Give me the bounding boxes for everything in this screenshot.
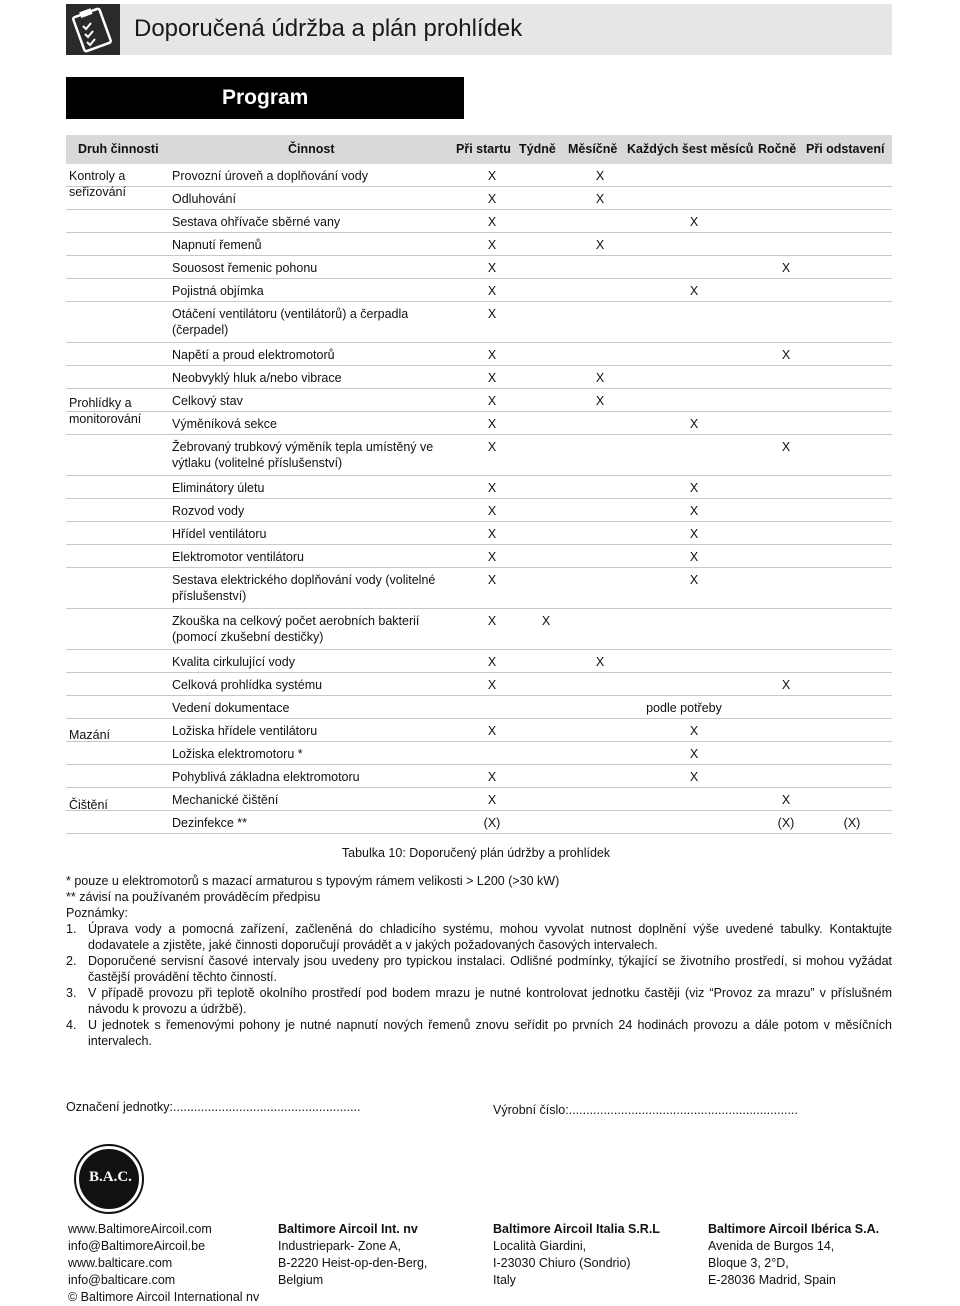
- table-header: [66, 135, 892, 164]
- schedule-mark: X: [689, 481, 699, 495]
- table-row: [66, 673, 892, 696]
- activity-cell: Elektromotor ventilátoru: [172, 550, 305, 564]
- bac-logo: B.A.C.: [76, 1146, 142, 1212]
- table-row: [66, 788, 892, 811]
- col-header-six-months: Každých šest měsíců: [627, 142, 754, 156]
- schedule-mark: X: [487, 417, 497, 431]
- table-row: [66, 696, 892, 719]
- copyright: © Baltimore Aircoil International nv: [68, 1290, 260, 1304]
- page-header: [66, 4, 892, 55]
- schedule-mark: X: [487, 284, 497, 298]
- activity-cell: Provozní úroveň a doplňování vody: [172, 169, 368, 183]
- activity-cell: Mechanické čištění: [172, 793, 279, 807]
- table-caption: Tabulka 10: Doporučený plán údržby a prohlídek: [341, 846, 611, 860]
- footnote: ** závisí na používaném prováděcím předpisu: [66, 890, 321, 904]
- schedule-mark: X: [689, 573, 699, 587]
- schedule-mark: X: [487, 440, 497, 454]
- schedule-mark: X: [689, 747, 699, 761]
- schedule-mark: X: [689, 215, 699, 229]
- table-row: [66, 522, 892, 545]
- program-title: Program: [222, 86, 309, 109]
- footer-address-spain: Baltimore Aircoil Ibérica S.A. Avenida de Burgos 14, Bloque 3, 2°D, E-28036 Madrid, Spain: [708, 1222, 880, 1287]
- table-row: [66, 279, 892, 302]
- activity-cell: Napětí a proud elektromotorů: [172, 348, 335, 362]
- schedule-mark: X: [487, 481, 497, 495]
- table-row: [66, 568, 892, 609]
- activity-cell: Eliminátory úletu: [172, 481, 265, 495]
- schedule-mark: X: [487, 793, 497, 807]
- table-row: [66, 435, 892, 476]
- note-item: 3. V případě provozu při teplotě okolního prostředí pod bodem mrazu je nutné kontrolovat jednotku častěji (viz “Provoz za mrazu” v příslušném návodu k provozu a údržbě).: [66, 986, 892, 1016]
- schedule-mark: X: [781, 793, 791, 807]
- note-item: 2. Doporučené servisní časové intervaly jsou uvedeny pro typickou instalaci. Odlišné podmínky, týkající se životního prostředí, si mohou vyžádat častější provádění těchto činností.: [66, 954, 892, 984]
- category-lubrication: Mazání: [69, 728, 110, 742]
- schedule-mark: X: [781, 261, 791, 275]
- schedule-mark: X: [487, 614, 497, 628]
- activity-cell: Ložiska hřídele ventilátoru: [172, 724, 318, 738]
- table-row: [66, 302, 892, 343]
- footer-link[interactable]: info@balticare.com: [68, 1273, 176, 1287]
- col-header-weekly: Týdně: [519, 142, 556, 156]
- activity-cell: Výměníková sekce: [172, 417, 277, 431]
- program-banner: [66, 77, 464, 119]
- schedule-mark: (X): [777, 816, 795, 830]
- activity-cell: Kvalita cirkulující vody: [172, 655, 295, 669]
- notes-section: [66, 873, 892, 1049]
- schedule-mark: X: [595, 238, 605, 252]
- col-header-start: Při startu: [456, 142, 511, 156]
- schedule-mark: X: [689, 770, 699, 784]
- schedule-mark: X: [487, 238, 497, 252]
- table-row: [66, 233, 892, 256]
- page-title: Doporučená údržba a plán prohlídek: [134, 15, 523, 42]
- activity-cell: Hřídel ventilátoru: [172, 527, 267, 541]
- footer-link[interactable]: info@BaltimoreAircoil.be: [68, 1239, 206, 1253]
- activity-cell: Celkový stav: [172, 394, 243, 408]
- notes-title: Poznámky:: [66, 906, 128, 920]
- schedule-mark: (X): [483, 816, 501, 830]
- serial-number-field[interactable]: Výrobní číslo:..................................................................: [493, 1103, 798, 1117]
- table-row: [66, 366, 892, 389]
- footer-address-belgium: Baltimore Aircoil Int. nv Industriepark- Zone A, B-2220 Heist-op-den-Berg, Belgium: [278, 1222, 428, 1287]
- table-row: [66, 650, 892, 673]
- activity-cell: Sestava ohřívače sběrné vany: [172, 215, 341, 229]
- activity-cell: Vedení dokumentace: [172, 701, 290, 715]
- schedule-mark: X: [487, 394, 497, 408]
- activity-cell: Rozvod vody: [172, 504, 245, 518]
- col-header-yearly: Ročně: [758, 142, 797, 156]
- activity-cell: Ložiska elektromotoru *: [172, 747, 303, 761]
- table-body: [66, 164, 892, 834]
- activity-cell: Pohyblivá základna elektromotoru: [172, 770, 360, 784]
- footer-link[interactable]: www.BaltimoreAircoil.com: [68, 1222, 212, 1236]
- schedule-mark: X: [595, 655, 605, 669]
- schedule-mark: X: [487, 348, 497, 362]
- schedule-mark: X: [689, 550, 699, 564]
- schedule-note: podle potřeby: [646, 701, 722, 715]
- schedule-mark: X: [595, 192, 605, 206]
- schedule-mark: X: [487, 169, 497, 183]
- category-checks: Kontroly a seřizování: [69, 169, 126, 199]
- schedule-mark: X: [487, 678, 497, 692]
- footer-link[interactable]: www.balticare.com: [68, 1256, 173, 1270]
- activity-cell: Pojistná objímka: [172, 284, 264, 298]
- table-row: [66, 476, 892, 499]
- table-row: [66, 765, 892, 788]
- activity-cell: Souosost řemenic pohonu: [172, 261, 318, 275]
- schedule-mark: X: [487, 261, 497, 275]
- col-header-shutdown: Při odstavení: [806, 142, 885, 156]
- schedule-mark: X: [689, 724, 699, 738]
- footer-contacts: [68, 1221, 259, 1306]
- col-header-activity: Činnost: [288, 142, 335, 156]
- schedule-mark: X: [781, 678, 791, 692]
- schedule-mark: X: [595, 394, 605, 408]
- schedule-mark: X: [487, 307, 497, 321]
- table-row: [66, 499, 892, 522]
- schedule-mark: X: [487, 573, 497, 587]
- table-row: [66, 343, 892, 366]
- table-row: [66, 412, 892, 435]
- table-row: [66, 609, 892, 650]
- activity-cell: Zkouška na celkový počet aerobních bakterií (pomocí zkušební destičky): [172, 614, 420, 644]
- schedule-mark: X: [689, 504, 699, 518]
- schedule-mark: X: [541, 614, 551, 628]
- activity-cell: Žebrovaný trubkový výměník tepla umístěný ve výtlaku (volitelné příslušenství): [172, 440, 434, 470]
- table-row: [66, 742, 892, 765]
- schedule-mark: X: [487, 770, 497, 784]
- activity-cell: Dezinfekce **: [172, 816, 248, 830]
- schedule-mark: X: [487, 192, 497, 206]
- schedule-mark: X: [487, 527, 497, 541]
- footnote: * pouze u elektromotorů s mazací armaturou s typovým rámem velikosti > L200 (>30 kW): [66, 874, 560, 888]
- category-inspections: Prohlídky a monitorování: [69, 396, 142, 426]
- note-item: 4. U jednotek s řemenovými pohony je nutné napnutí nových řemenů znovu seřídit po prvních 24 hodinách provozu a dále potom v měsíčních intervalech.: [66, 1018, 892, 1048]
- maintenance-table: [66, 135, 892, 834]
- category-cleaning: Čištění: [69, 798, 108, 812]
- schedule-mark: X: [487, 215, 497, 229]
- activity-cell: Neobvyklý hluk a/nebo vibrace: [172, 371, 342, 385]
- activity-cell: Sestava elektrického doplňování vody (volitelné příslušenství): [172, 573, 436, 603]
- schedule-mark: X: [689, 284, 699, 298]
- schedule-mark: X: [781, 440, 791, 454]
- activity-cell: Otáčení ventilátoru (ventilátorů) a čerpadla (čerpadel): [172, 307, 409, 337]
- activity-cell: Odluhování: [172, 192, 236, 206]
- table-row: [66, 811, 892, 834]
- table-row: [66, 164, 892, 187]
- col-header-type: Druh činnosti: [78, 142, 159, 156]
- unit-designation-field[interactable]: Označení jednotky:......................................................: [66, 1100, 361, 1114]
- schedule-mark: X: [689, 417, 699, 431]
- table-row: [66, 210, 892, 233]
- schedule-mark: (X): [843, 816, 861, 830]
- activity-cell: Napnutí řemenů: [172, 238, 262, 252]
- table-row: [66, 187, 892, 210]
- col-header-monthly: Měsíčně: [568, 142, 618, 156]
- table-row: [66, 545, 892, 568]
- activity-cell: Celková prohlídka systému: [172, 678, 323, 692]
- schedule-mark: X: [487, 371, 497, 385]
- table-row: [66, 256, 892, 279]
- note-item: 1. Úprava vody a pomocná zařízení, začleněná do chladicího systému, mohou vyvolat nutnost doplnění výše uvedené tabulky. Kontaktujte dodavatele a zjistěte, jaké činnosti doporučují provádět a v jakých požadovaných časových intervalech.: [66, 922, 892, 952]
- schedule-mark: X: [487, 655, 497, 669]
- schedule-mark: X: [595, 371, 605, 385]
- schedule-mark: X: [781, 348, 791, 362]
- schedule-mark: X: [689, 527, 699, 541]
- schedule-mark: X: [487, 724, 497, 738]
- table-row: [66, 389, 892, 412]
- table-row: [66, 719, 892, 742]
- schedule-mark: X: [487, 504, 497, 518]
- footer-address-italy: Baltimore Aircoil Italia S.R.L Località Giardini, I-23030 Chiuro (Sondrio) Italy: [493, 1222, 660, 1287]
- schedule-mark: X: [487, 550, 497, 564]
- schedule-mark: X: [595, 169, 605, 183]
- clipboard-checklist-icon: [66, 4, 120, 55]
